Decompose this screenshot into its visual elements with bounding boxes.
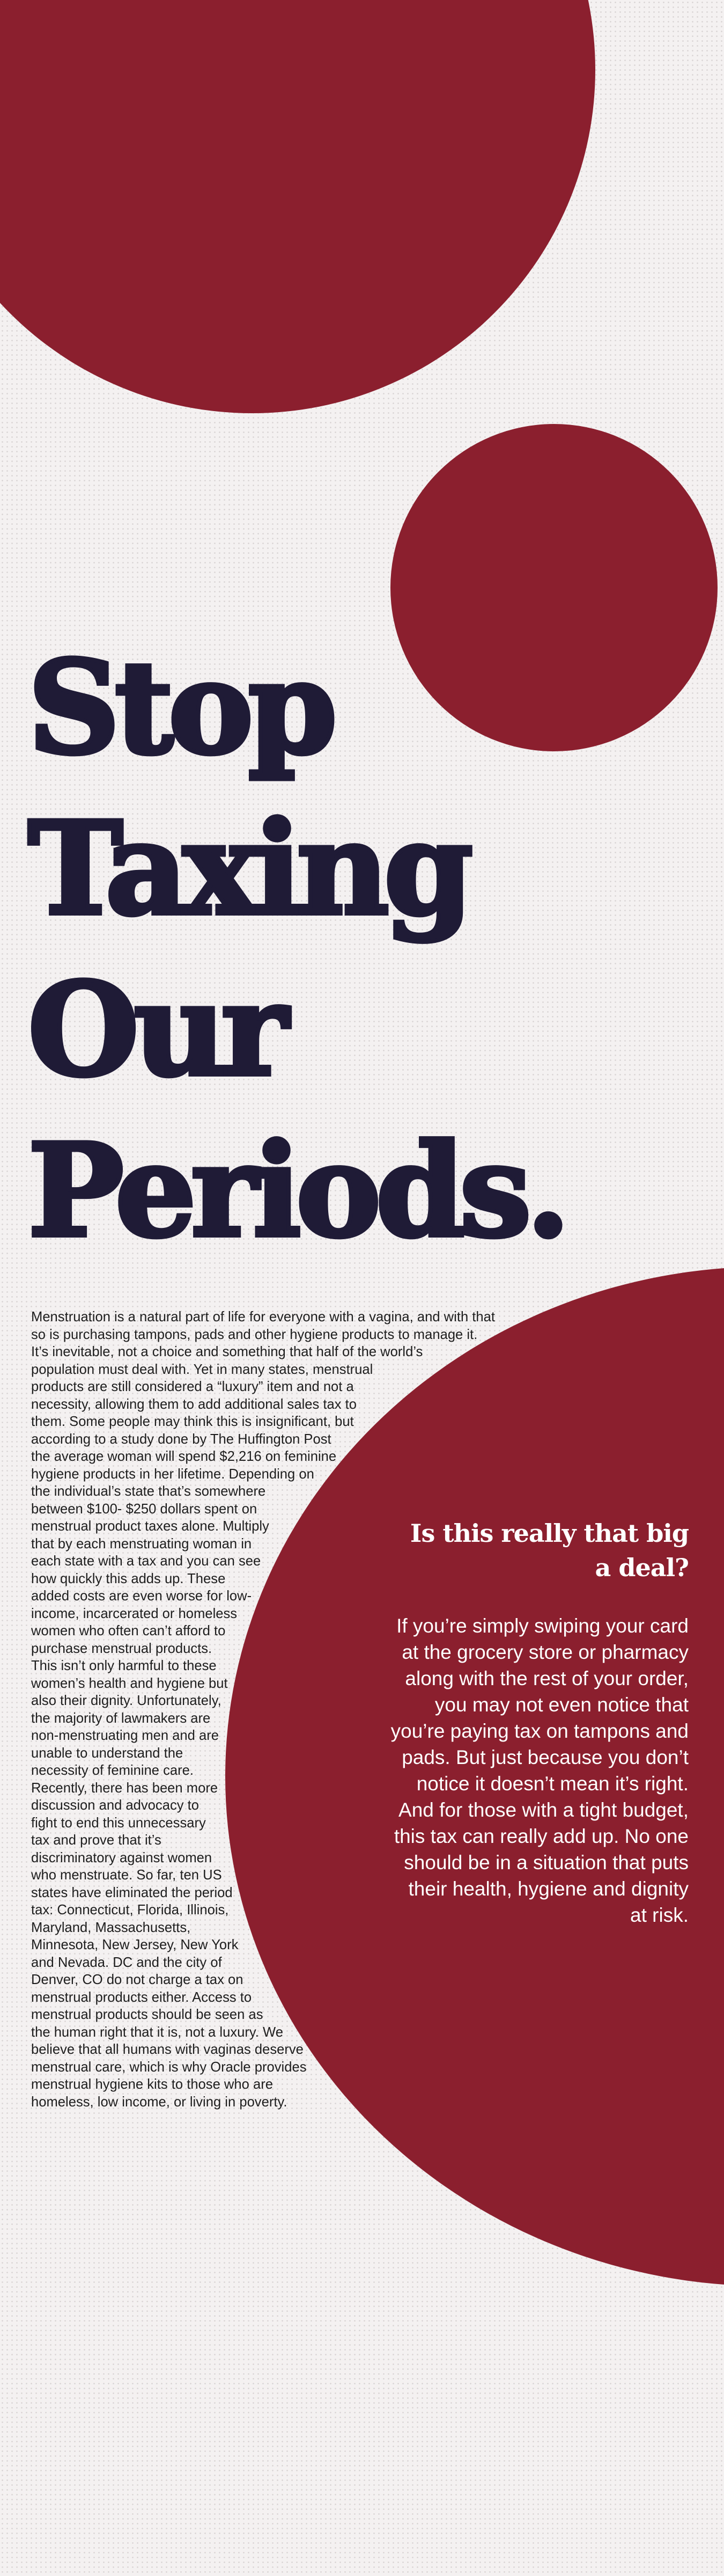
headline-line-3: Our — [28, 955, 283, 1105]
headline-line-1: Stop — [28, 633, 332, 783]
sidebar-paragraph: If you’re simply swiping your card at the grocery store or pharmacy along with the rest of your order, you may not even notice that you’re paying tax on tampons and pads. But just because you don’t notice it doesn’t mean it’s right. And for those with a tight budget, this tax can really add up. No one should be in a situation that puts their health, hygiene and dignity at risk. — [390, 1615, 689, 1926]
headline-line-2: Taxing — [28, 794, 468, 944]
body-paragraph: Menstruation is a natural part of life for everyone with a vagina, and with that so is purchasing tampons, pads and other hygiene products to manage it. It’s inevitable, not a choice and something that half of the world’s population must deal with. Yet in many states, menstrual products are still considered a “luxury” item and not a necessity, allowing them to add additional sales tax to them. Some people may think this is insignificant, but according to a study done by The Huffington Post the average woman will spend $2,216 on feminine hygiene products in her lifetime. Depending on the individual’s state that’s somewhere between $100- $250 dollars spent on menstrual product taxes alone. Multiply that by each menstruating woman in each state with a tax and you can see how quickly this adds up. These added costs are even worse for low-income, incarcerated or homeless women who often can’t afford to purchase menstrual products. This isn’t only harmful to these women’s health and hygiene but also their dignity. Unfortunately, the majority of lawmakers are non-menstruating men and are unable to understand the necessity of feminine care. Recently, there has been more discussion and advocacy to fight to end this unnecessary tax and prove that it’s discriminatory against women who menstruate. So far, ten US states have eliminated the period tax: Connecticut, Florida, Illinois, Maryland, Massachusetts, Minnesota, New Jersey, New York and Nevada. DC and the city of Denver, CO do not charge a tax on menstrual products either. Access to menstrual products should be seen as the human right that it is, not a luxury. We believe that all humans with vaginas deserve menstrual care, which is why Oracle provides menstrual hygiene kits to those who are homeless, low income, or living in poverty. — [31, 1309, 495, 2110]
sidebar-heading: Is this really that big a deal? — [410, 1519, 689, 1582]
decorative-circle-top — [0, 0, 595, 413]
headline — [28, 628, 565, 1272]
headline-line-4: Periods. — [28, 1116, 565, 1266]
